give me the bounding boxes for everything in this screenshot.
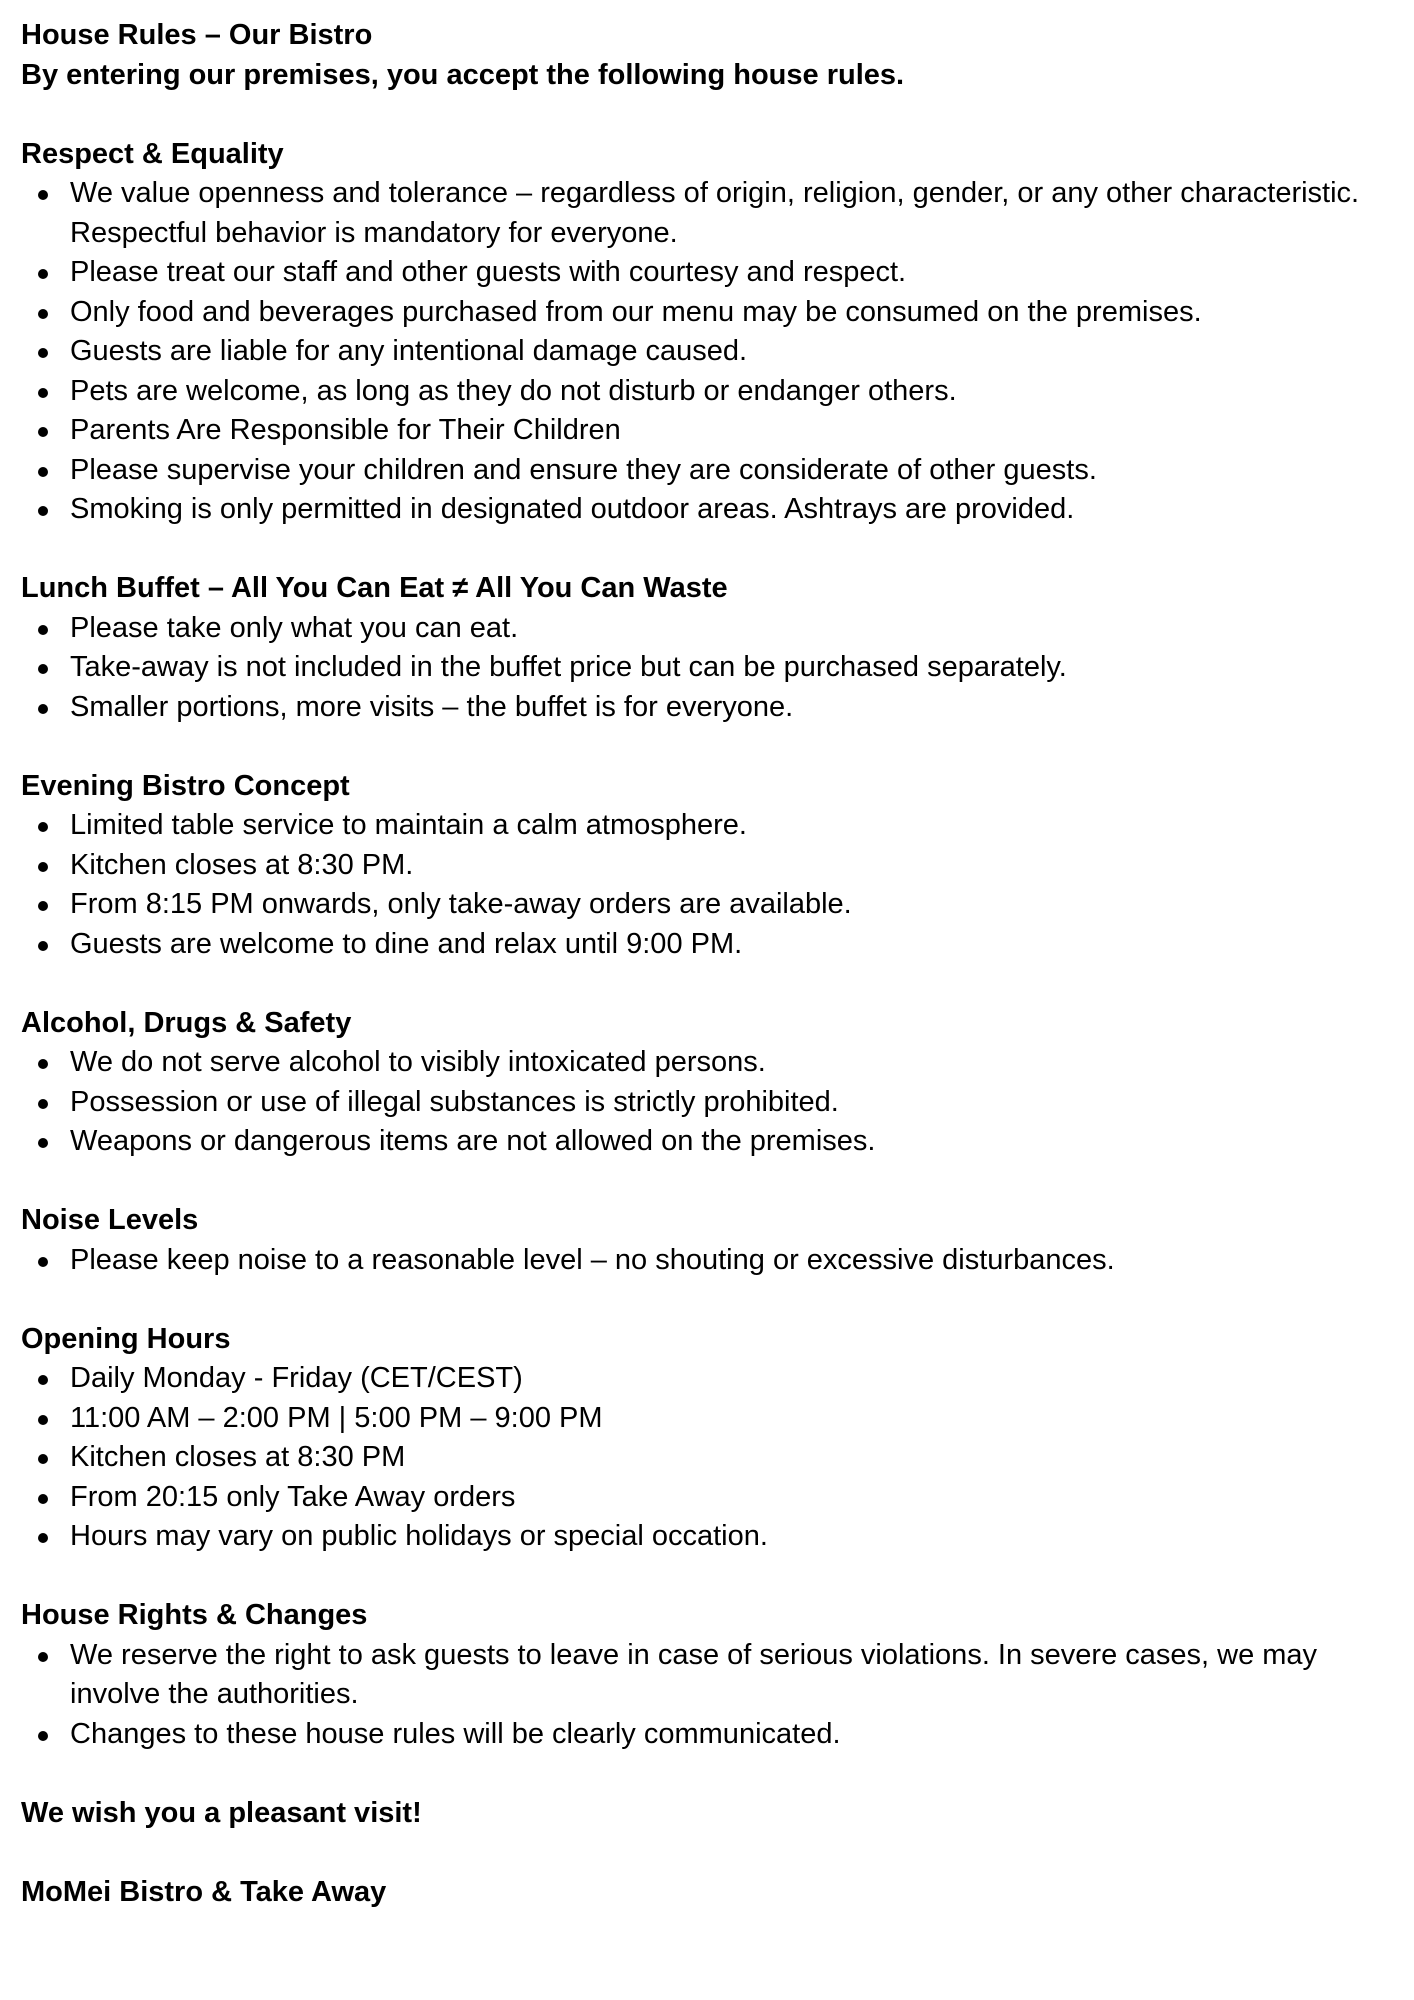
rules-list [21, 1043, 1393, 1162]
section-heading: House Rights & Changes [21, 1599, 368, 1631]
rule-item: Please keep noise to a reasonable level – no shouting or excessive disturbances. [21, 1241, 1393, 1281]
rules-section [21, 1004, 1393, 1202]
rules-list [21, 609, 1393, 728]
rule-item: Hours may vary on public holidays or special occation. [21, 1517, 1393, 1557]
spacer [21, 95, 1393, 135]
section-heading: Respect & Equality [21, 137, 284, 170]
rule-item: Kitchen closes at 8:30 PM. [21, 846, 1393, 886]
rules-list [21, 806, 1393, 964]
rule-item: Kitchen closes at 8:30 PM [21, 1438, 1393, 1478]
rule-item: Daily Monday - Friday (CET/CEST) [21, 1359, 1393, 1399]
section-heading: Opening Hours [21, 1322, 231, 1355]
section-heading: Alcohol, Drugs & Safety [21, 1006, 352, 1039]
rule-item: Changes to these house rules will be clearly communicated. [21, 1715, 1393, 1755]
rule-item: From 8:15 PM onwards, only take-away orders are available. [21, 885, 1393, 925]
document-title: House Rules – Our Bistro [21, 19, 373, 51]
rule-item: From 20:15 only Take Away orders [21, 1478, 1393, 1518]
closing-message: We wish you a pleasant visit! [21, 1796, 422, 1829]
rule-item: Parents Are Responsible for Their Children [21, 411, 1393, 451]
rule-item: Smoking is only permitted in designated outdoor areas. Ashtrays are provided. [21, 490, 1393, 530]
document-subtitle: By entering our premises, you accept the following house rules. [21, 58, 905, 91]
business-signature: MoMei Bistro & Take Away [21, 1875, 387, 1908]
rule-item: Only food and beverages purchased from our menu may be consumed on the premises. [21, 293, 1393, 333]
rule-item: Please treat our staff and other guests with courtesy and respect. [21, 253, 1393, 293]
rules-list [21, 174, 1393, 530]
spacer [21, 964, 1393, 1004]
rule-item: Smaller portions, more visits – the buffet is for everyone. [21, 688, 1393, 728]
rule-item: Possession or use of illegal substances is strictly prohibited. [21, 1083, 1393, 1123]
rule-item: We reserve the right to ask guests to leave in case of serious violations. In severe cases, we may involve the authorities. [21, 1636, 1393, 1715]
rules-section [21, 1596, 1393, 1794]
spacer [21, 1162, 1393, 1202]
spacer [21, 1557, 1393, 1597]
rule-item: 11:00 AM – 2:00 PM | 5:00 PM – 9:00 PM [21, 1399, 1393, 1439]
rule-item: Pets are welcome, as long as they do not disturb or endanger others. [21, 372, 1393, 412]
rule-item: We do not serve alcohol to visibly intoxicated persons. [21, 1043, 1393, 1083]
rules-section [21, 569, 1393, 767]
rule-item: Guests are welcome to dine and relax until 9:00 PM. [21, 925, 1393, 965]
section-heading: Noise Levels [21, 1204, 199, 1236]
spacer [21, 727, 1393, 767]
rules-section [21, 135, 1393, 570]
rule-item: Limited table service to maintain a calm atmosphere. [21, 806, 1393, 846]
rules-list [21, 1636, 1393, 1755]
rules-list [21, 1241, 1393, 1281]
rule-item: Take-away is not included in the buffet price but can be purchased separately. [21, 648, 1393, 688]
rule-item: Weapons or dangerous items are not allowed on the premises. [21, 1122, 1393, 1162]
rules-sections [21, 135, 1393, 1794]
spacer [21, 1280, 1393, 1320]
house-rules-document [21, 16, 1393, 1912]
spacer [21, 1833, 1393, 1873]
spacer [21, 530, 1393, 570]
section-heading: Evening Bistro Concept [21, 769, 350, 802]
rule-item: Please supervise your children and ensure they are considerate of other guests. [21, 451, 1393, 491]
section-heading: Lunch Buffet – All You Can Eat ≠ All You Can Waste [21, 572, 728, 604]
rule-item: Please take only what you can eat. [21, 609, 1393, 649]
rule-item: Guests are liable for any intentional damage caused. [21, 332, 1393, 372]
spacer [21, 1754, 1393, 1794]
rules-section [21, 1201, 1393, 1320]
rules-list [21, 1359, 1393, 1557]
rule-item: We value openness and tolerance – regardless of origin, religion, gender, or any other characteristic. Respectful behavior is mandatory for everyone. [21, 174, 1393, 253]
rules-section [21, 1320, 1393, 1597]
rules-section [21, 767, 1393, 1004]
